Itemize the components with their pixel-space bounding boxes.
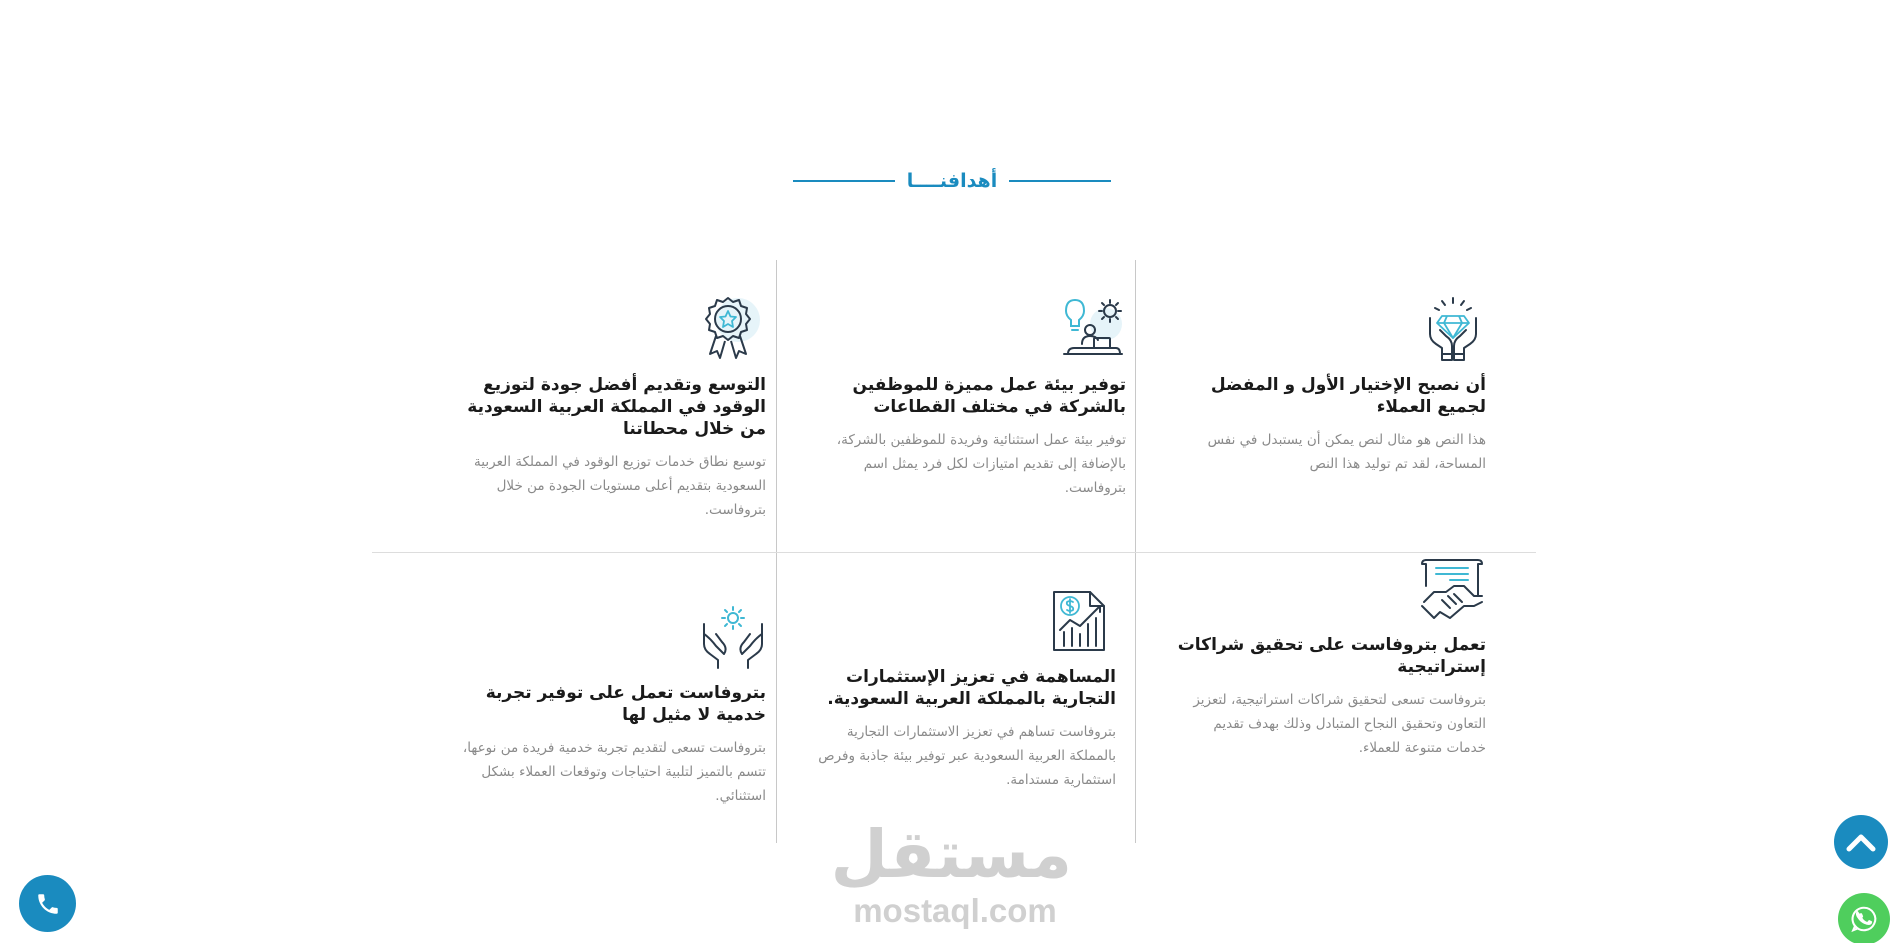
investment-document-chart-icon [1050,588,1116,654]
goal-card-first-choice [1168,296,1486,476]
watermark-arabic: مستقل [830,816,1072,893]
chevron-up-icon [1846,832,1876,852]
goal-description: بتروفاست تسعى لتقديم تجربة خدمية فريدة من نوعها، تتسم بالتميز لتلبية احتياجات وتوقعات العملاء بشكل استثنائي. [462,740,766,804]
section-header [786,166,1118,196]
award-badge-star-icon [700,296,766,362]
goal-card-partnerships [1170,556,1486,760]
goal-title: المساهمة في تعزيز الإستثمارات التجارية بالمملكة العربية السعودية. [827,667,1116,709]
goal-description: هذا النص هو مثال لنص يمكن أن يستبدل في نفس المساحة، لقد تم توليد هذا النص [1207,432,1486,472]
whatsapp-icon [1849,904,1879,934]
goal-description: توفير بيئة عمل استثنائية وفريدة للموظفين بالشركة، بالإضافة إلى تقديم امتيازات لكل فرد يمثل اسم بتروفاست. [836,432,1126,496]
lightbulb-gear-worker-icon [1060,296,1126,362]
goal-title: تعمل بتروفاست على تحقيق شراكات إستراتيجية [1177,635,1486,677]
goal-card-investments [800,588,1116,792]
grid-divider-horizontal [372,552,1536,553]
goal-card-work-environment [806,296,1126,500]
title-line-right [1009,180,1111,182]
title-line-left [793,180,895,182]
watermark-latin: mostaql.com [853,892,1057,929]
goal-title: التوسع وتقديم أفضل جودة لتوزيع الوقود في المملكة العربية السعودية من خلال محطاتنا [467,375,766,439]
hands-gear-icon [700,604,766,670]
mostaql-watermark [830,816,1072,932]
goal-title: توفير بيئة عمل مميزة للموظفين بالشركة في مختلف القطاعات [852,375,1126,417]
scroll-top-button[interactable] [1834,815,1888,869]
section-title: أهدافنــــا [906,170,998,192]
contract-handshake-icon [1420,556,1486,622]
goal-description: توسيع نطاق خدمات توزيع الوقود في المملكة العربية السعودية بتقديم أعلى مستويات الجودة من خلال بتروفاست. [474,454,766,518]
diamond-hands-icon [1420,296,1486,362]
whatsapp-button[interactable] [1838,893,1890,943]
phone-call-button[interactable] [19,875,76,932]
goal-description: بتروفاست تسعى لتحقيق شراكات استراتيجية، لتعزيز التعاون وتحقيق النجاح المتبادل وذلك بهدف تقديم خدمات متنوعة للعملاء. [1193,692,1486,756]
goal-title: بتروفاست تعمل على توفير تجربة خدمية لا مثيل لها [485,683,766,725]
goal-card-service-experience [436,604,766,808]
goal-description: بتروفاست تساهم في تعزيز الاستثمارات التجارية بالمملكة العربية السعودية عبر توفير بيئة جاذبة وفرص استثمارية مستدامة. [818,724,1116,788]
phone-icon [35,891,61,917]
goal-title: أن نصبح الإختيار الأول و المفضل لجميع العملاء [1210,375,1486,417]
goal-card-fuel-distribution [440,296,766,522]
